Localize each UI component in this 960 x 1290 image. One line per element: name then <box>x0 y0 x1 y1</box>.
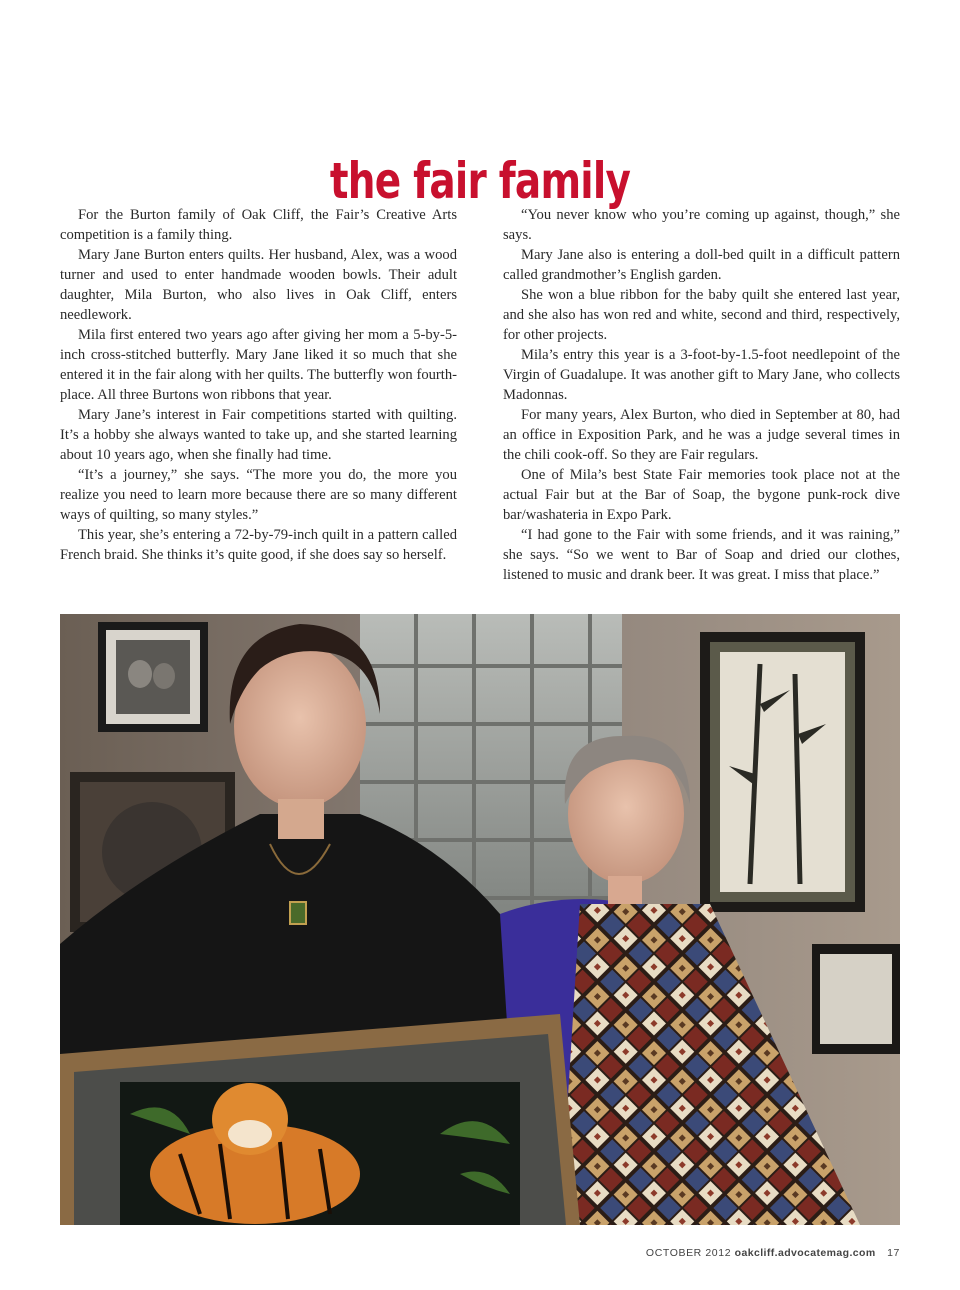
paragraph: “You never know who you’re coming up against, though,” she says. <box>503 207 900 243</box>
paragraph: For many years, Alex Burton, who died in September at 80, had an office in Exposition Park, and he was a judge several times in the chili cook-off. So they are Fair regulars. <box>503 407 900 463</box>
issue-date: OCTOBER 2012 <box>645 1247 732 1259</box>
paragraph: Mary Jane’s interest in Fair competitions started with quilting. It’s a hobby she always wanted to take up, and she started learning about 10 years ago, when she finally had time. <box>60 407 457 463</box>
paragraph: “I had gone to the Fair with some friends, and it was raining,” she says. “So we went to Bar of Soap and dried our clothes, listened to music and drank beer. It was great. I miss that place.” <box>503 527 900 583</box>
page-footer <box>646 1247 900 1259</box>
paragraph: “It’s a journey,” she says. “The more you do, the more you realize you need to learn more because there are so many different ways of quilting, so many styles.” <box>60 467 457 523</box>
page-number: 17 <box>887 1247 900 1259</box>
paragraph: Mary Jane Burton enters quilts. Her husband, Alex, was a wood turner and used to enter handmade wooden bowls. Their adult daughter, Mila Burton, who also lives in Oak Cliff, enters needlework. <box>60 247 457 323</box>
paragraph: One of Mila’s best State Fair memories took place not at the actual Fair but at the Bar of Soap, the bygone punk-rock dive bar/washateria in Expo Park. <box>503 467 900 523</box>
family-photo <box>60 614 900 1225</box>
paragraph: She won a blue ribbon for the baby quilt she entered last year, and she also has won red and white, second and third, respectively, for other projects. <box>503 287 900 343</box>
site-url[interactable]: oakcliff.advocatemag.com <box>734 1247 876 1259</box>
article-column-left <box>60 205 457 565</box>
article-column-right <box>503 205 900 585</box>
paragraph: For the Burton family of Oak Cliff, the Fair’s Creative Arts competition is a family thing. <box>60 207 457 243</box>
paragraph: Mila’s entry this year is a 3-foot-by-1.5-foot needlepoint of the Virgin of Guadalupe. It was another gift to Mary Jane, who collects Madonnas. <box>503 347 900 403</box>
paragraph: Mila first entered two years ago after giving her mom a 5-by-5-inch cross-stitched butterfly. Mary Jane liked it so much that she entered it in the fair along with her quilts. The butterfly won fourth-place. All three Burtons won ribbons that year. <box>60 327 457 403</box>
paragraph: Mary Jane also is entering a doll-bed quilt in a difficult pattern called grandmother’s English garden. <box>503 247 900 283</box>
paragraph: This year, she’s entering a 72-by-79-inch quilt in a pattern called French braid. She thinks it’s quite good, if she does say so herself. <box>60 527 457 563</box>
article-title: the fair family <box>329 151 631 210</box>
